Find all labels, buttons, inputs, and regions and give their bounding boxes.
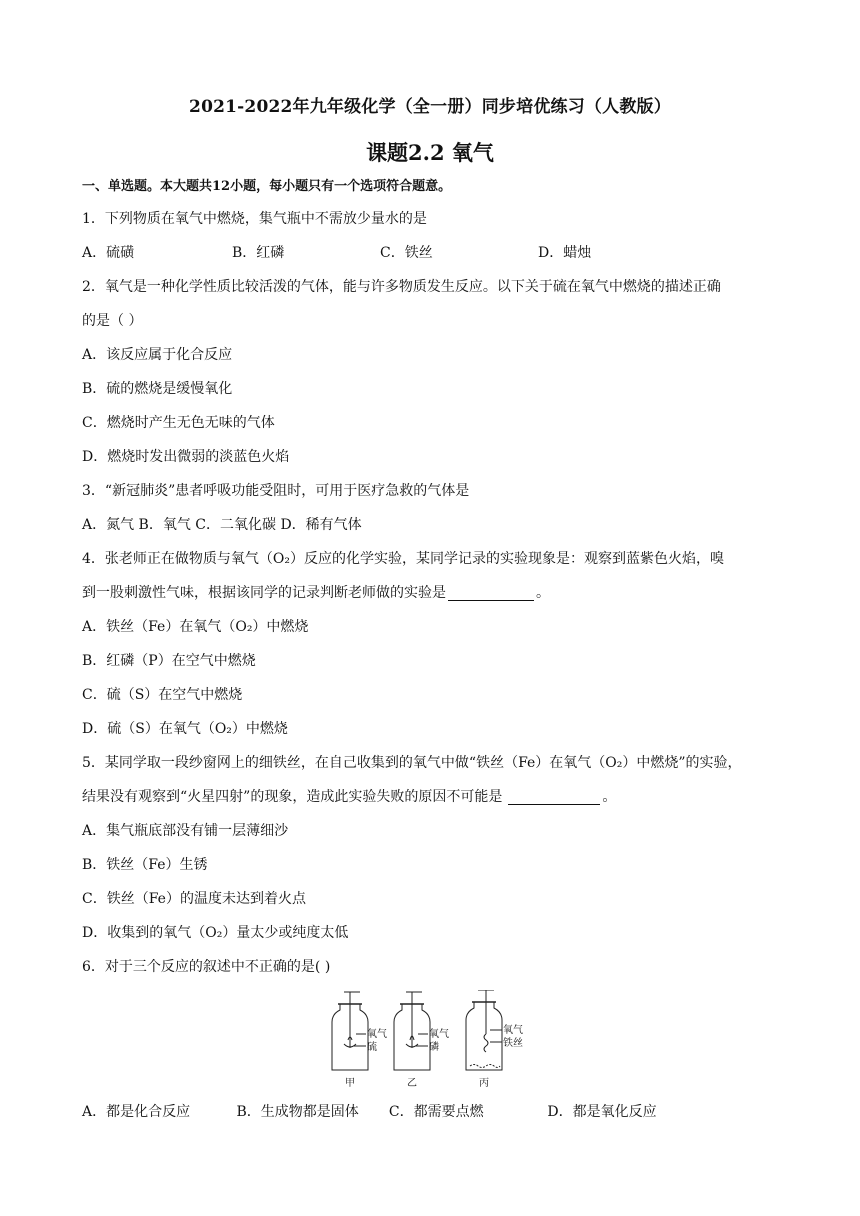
q5-stem-line1: 5．某同学取一段纱窗网上的细铁丝，在自己收集到的氧气中做“铁丝（Fe）在氧气（O₂）中燃烧”的实验， [82, 755, 742, 771]
q6-option-d[interactable]: D．都是氧化反应 [547, 1104, 657, 1120]
q6-figure [326, 990, 536, 1090]
q4-option-b[interactable]: B．红磷（P）在空气中燃烧 [82, 653, 256, 669]
q2-option-d[interactable]: D．燃烧时发出微弱的淡蓝色火焰 [82, 449, 290, 465]
q1-options [82, 236, 782, 270]
q4-stem-end: 。 [536, 585, 550, 601]
section-heading: 一、单选题。本大题共12小题，每小题只有一个选项符合题意。 [82, 179, 452, 194]
jar-bing-caption: 丙 [479, 1078, 489, 1089]
q5-option-a[interactable]: A．集气瓶底部没有铺一层薄细沙 [82, 823, 289, 839]
q2-stem-line1: 2．氧气是一种化学性质比较活泼的气体，能与许多物质发生反应。以下关于硫在氧气中燃烧的描述正确 [82, 279, 721, 295]
q4-answer-blank[interactable] [448, 580, 534, 601]
q5-stem-line2 [82, 780, 782, 814]
jar-bing-label-oxygen: 氧气 [503, 1025, 523, 1036]
jar-bing [466, 990, 502, 1070]
q5-stem-text: 结果没有观察到“火星四射”的现象，造成此实验失败的原因不可能是 [82, 789, 503, 805]
q1-option-d[interactable]: D．蜡烛 [538, 245, 592, 261]
q5-option-d[interactable]: D．收集到的氧气（O₂）量太少或纯度太低 [82, 925, 349, 941]
jar-yi-label-phosphorus: 磷 [429, 1042, 439, 1053]
q5-stem-end: 。 [602, 789, 617, 805]
jar-jia-caption: 甲 [345, 1078, 355, 1089]
q2-option-a[interactable]: A．该反应属于化合反应 [82, 347, 233, 363]
q3-stem: 3．“新冠肺炎”患者呼吸功能受阻时，可用于医疗急救的气体是 [82, 483, 470, 499]
q6-option-a[interactable]: A．都是化合反应 [82, 1104, 191, 1120]
jar-jia-label-oxygen: 氧气 [367, 1029, 387, 1040]
q1-stem: 1．下列物质在氧气中燃烧，集气瓶中不需放少量水的是 [82, 211, 427, 227]
lesson-title: 课题2.2 氧气 [366, 140, 494, 165]
q5-option-b[interactable]: B．铁丝（Fe）生锈 [82, 857, 208, 873]
jar-jia-label-sulfur: 硫 [367, 1042, 377, 1053]
q2-option-c[interactable]: C．燃烧时产生无色无味的气体 [82, 415, 275, 431]
q1-option-b[interactable]: B．红磷 [232, 245, 285, 261]
jar-jia [332, 992, 368, 1070]
q5-option-c[interactable]: C．铁丝（Fe）的温度未达到着火点 [82, 891, 306, 907]
worksheet-title: 2021-2022年九年级化学（全一册）同步培优练习（人教版） [189, 97, 671, 117]
q2-stem-line2: 的是（ ） [82, 313, 143, 329]
q4-option-a[interactable]: A．铁丝（Fe）在氧气（O₂）中燃烧 [82, 619, 309, 635]
q6-options [82, 1095, 657, 1129]
q4-stem-text: 到一股刺激性气味，根据该同学的记录判断老师做的实验是 [82, 585, 446, 601]
q4-stem-line2 [82, 576, 782, 610]
q2-option-b[interactable]: B．硫的燃烧是缓慢氧化 [82, 381, 233, 397]
q5-answer-blank[interactable] [508, 784, 600, 805]
jar-yi-label-oxygen: 氧气 [429, 1029, 449, 1040]
q6-stem: 6．对于三个反应的叙述中不正确的是( ) [82, 959, 331, 975]
q1-option-a[interactable]: A．硫磺 [82, 245, 135, 261]
q6-option-c[interactable]: C．都需要点燃 [388, 1104, 484, 1120]
q4-option-d[interactable]: D．硫（S）在氧气（O₂）中燃烧 [82, 721, 288, 737]
q3-options[interactable]: A．氮气 B．氧气 C．二氧化碳 D．稀有气体 [82, 517, 362, 533]
q4-stem-line1: 4．张老师正在做物质与氧气（O₂）反应的化学实验，某同学记录的实验现象是：观察到蓝紫色火焰，嗅 [82, 551, 724, 567]
question-content [82, 172, 782, 984]
jar-yi-caption: 乙 [407, 1078, 417, 1089]
q4-option-c[interactable]: C．硫（S）在空气中燃烧 [82, 687, 243, 703]
q1-option-c[interactable]: C．铁丝 [380, 245, 433, 261]
q6-option-b[interactable]: B．生成物都是固体 [236, 1104, 359, 1120]
jar-bing-label-iron-wire: 铁丝 [503, 1038, 523, 1049]
jar-yi [394, 992, 430, 1070]
